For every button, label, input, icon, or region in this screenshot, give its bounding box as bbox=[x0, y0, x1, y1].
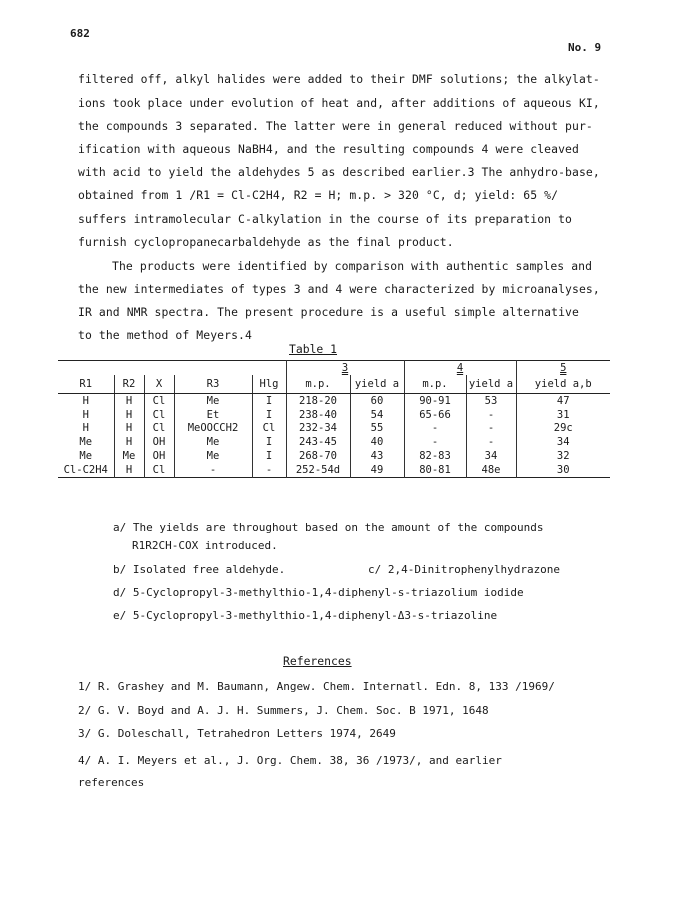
text-line: furnish cyclopropanecarbaldehyde as the final product. bbox=[78, 235, 454, 249]
table-cell: - bbox=[466, 435, 516, 449]
reference-item: 1/ R. Grashey and M. Baumann, Angew. Chem. Internatl. Edn. 8, 133 /1969/ bbox=[78, 680, 555, 693]
table-cell: - bbox=[466, 422, 516, 436]
col-header: Hlg bbox=[252, 375, 286, 394]
table-cell: Et bbox=[174, 408, 252, 422]
page-number: 682 bbox=[70, 27, 90, 40]
table-cell: Cl bbox=[252, 422, 286, 436]
text-line: the compounds 3 separated. The latter were in general reduced without pur- bbox=[78, 119, 593, 133]
table-cell: 90-91 bbox=[404, 394, 466, 408]
table-cell: Cl bbox=[144, 422, 174, 436]
text-line: IR and NMR spectra. The present procedure is a useful simple alternative bbox=[78, 305, 579, 319]
col-header: yield a,b bbox=[516, 375, 610, 394]
text-line: suffers intramolecular C-alkylation in the course of its preparation to bbox=[78, 212, 572, 226]
col-header: yield a bbox=[350, 375, 404, 394]
table-cell: OH bbox=[144, 435, 174, 449]
table-cell: H bbox=[114, 408, 144, 422]
table-cell: - bbox=[404, 422, 466, 436]
table-title: Table 1 bbox=[289, 342, 338, 356]
table-cell: Me bbox=[174, 394, 252, 408]
table-cell: MeOOCCH2 bbox=[174, 422, 252, 436]
reference-item: 3/ G. Doleschall, Tetrahedron Letters 1974, 2649 bbox=[78, 727, 396, 740]
table-cell: 82-83 bbox=[404, 449, 466, 463]
table-cell: OH bbox=[144, 449, 174, 463]
text-line: ions took place under evolution of heat and, after additions of aqueous KI, bbox=[78, 96, 600, 110]
group-header-3: 3 bbox=[286, 361, 404, 376]
table-cell: 60 bbox=[350, 394, 404, 408]
footnote-b: b/ Isolated free aldehyde. bbox=[113, 563, 286, 576]
table-cell: 30 bbox=[516, 463, 610, 477]
table-cell: 31 bbox=[516, 408, 610, 422]
col-header: m.p. bbox=[404, 375, 466, 394]
col-header: X bbox=[144, 375, 174, 394]
table-cell: I bbox=[252, 449, 286, 463]
table-cell: 243-45 bbox=[286, 435, 350, 449]
text-line: The products were identified by comparison with authentic samples and bbox=[112, 259, 593, 273]
table-cell: - bbox=[252, 463, 286, 477]
table-cell: - bbox=[466, 408, 516, 422]
col-header: R2 bbox=[114, 375, 144, 394]
table-cell: H bbox=[82, 422, 89, 435]
col-header: yield a bbox=[466, 375, 516, 394]
table-cell: 49 bbox=[350, 463, 404, 477]
table-cell: Cl-C2H4 bbox=[63, 463, 108, 476]
references-title: References bbox=[283, 654, 352, 668]
table-cell: 80-81 bbox=[404, 463, 466, 477]
table-cell: I bbox=[252, 435, 286, 449]
table-cell: 54 bbox=[350, 408, 404, 422]
table-cell: 48e bbox=[466, 463, 516, 477]
footnote-c: c/ 2,4-Dinitrophenylhydrazone bbox=[368, 563, 561, 576]
table-cell: 43 bbox=[350, 449, 404, 463]
table-cell: - bbox=[174, 463, 252, 477]
table-cell: Cl bbox=[144, 463, 174, 477]
results-table bbox=[58, 360, 610, 478]
table-cell: Cl bbox=[144, 408, 174, 422]
col-header: R3 bbox=[174, 375, 252, 394]
table-cell: 268-70 bbox=[286, 449, 350, 463]
reference-item: 4/ A. I. Meyers et al., J. Org. Chem. 38, 36 /1973/, and earlier references bbox=[78, 754, 502, 789]
reference-item: 2/ G. V. Boyd and A. J. H. Summers, J. Chem. Soc. B 1971, 1648 bbox=[78, 704, 489, 717]
table-cell: Me bbox=[79, 450, 93, 463]
footnote-d: d/ 5-Cyclopropyl-3-methylthio-1,4-diphenyl-s-triazolium iodide bbox=[113, 586, 524, 599]
table-cell: 34 bbox=[516, 435, 610, 449]
table-row bbox=[58, 408, 610, 422]
table-cell: Me bbox=[114, 449, 144, 463]
table-cell: Me bbox=[79, 436, 93, 449]
group-header-4: 4 bbox=[404, 361, 516, 376]
table-cell: 47 bbox=[516, 394, 610, 408]
table-cell: 232-34 bbox=[286, 422, 350, 436]
table-cell: 55 bbox=[350, 422, 404, 436]
footnote-e: e/ 5-Cyclopropyl-3-methylthio-1,4-diphenyl-Δ3-s-triazoline bbox=[113, 609, 498, 622]
table-cell: H bbox=[114, 435, 144, 449]
group-header-5: 5 bbox=[516, 361, 610, 376]
table-cell: H bbox=[114, 422, 144, 436]
table-cell: 32 bbox=[516, 449, 610, 463]
text-line: ification with aqueous NaBH4, and the resulting compounds 4 were cleaved bbox=[78, 142, 579, 156]
table-row bbox=[58, 394, 610, 408]
table-cell: 40 bbox=[350, 435, 404, 449]
issue-number: No. 9 bbox=[568, 41, 602, 54]
col-header: m.p. bbox=[286, 375, 350, 394]
text-line: obtained from 1 /R1 = Cl-C2H4, R2 = H; m.p. > 320 °C, d; yield: 65 %/ bbox=[78, 188, 559, 202]
table-cell: H bbox=[114, 463, 144, 477]
table-cell: H bbox=[114, 394, 144, 408]
table-cell: Me bbox=[174, 449, 252, 463]
table-row bbox=[58, 463, 610, 477]
table-cell: 65-66 bbox=[404, 408, 466, 422]
table-row bbox=[58, 449, 610, 463]
footnote-a: a/ The yields are throughout based on the amount of the compounds bbox=[113, 521, 544, 534]
table-cell: 29c bbox=[516, 422, 610, 436]
table-cell: - bbox=[404, 435, 466, 449]
table-cell: Cl bbox=[144, 394, 174, 408]
table-row bbox=[58, 422, 610, 436]
table-cell: Me bbox=[174, 435, 252, 449]
table-row bbox=[58, 435, 610, 449]
table-cell: 34 bbox=[466, 449, 516, 463]
table-cell: 238-40 bbox=[286, 408, 350, 422]
table-cell: 252-54d bbox=[286, 463, 350, 477]
col-header: R1 bbox=[58, 375, 114, 394]
text-line: with acid to yield the aldehydes 5 as described earlier.3 The anhydro-base, bbox=[78, 165, 600, 179]
table-cell: H bbox=[82, 394, 89, 407]
table-cell: 218-20 bbox=[286, 394, 350, 408]
footnote-a-cont: R1R2CH-COX introduced. bbox=[132, 539, 278, 552]
table-cell: 53 bbox=[466, 394, 516, 408]
table-cell: I bbox=[252, 408, 286, 422]
text-line: to the method of Meyers.4 bbox=[78, 328, 252, 342]
text-line: filtered off, alkyl halides were added to their DMF solutions; the alkylat- bbox=[78, 72, 600, 86]
table-cell: H bbox=[82, 408, 89, 421]
text-line: the new intermediates of types 3 and 4 were characterized by microanalyses, bbox=[78, 282, 600, 296]
table-cell: I bbox=[252, 394, 286, 408]
